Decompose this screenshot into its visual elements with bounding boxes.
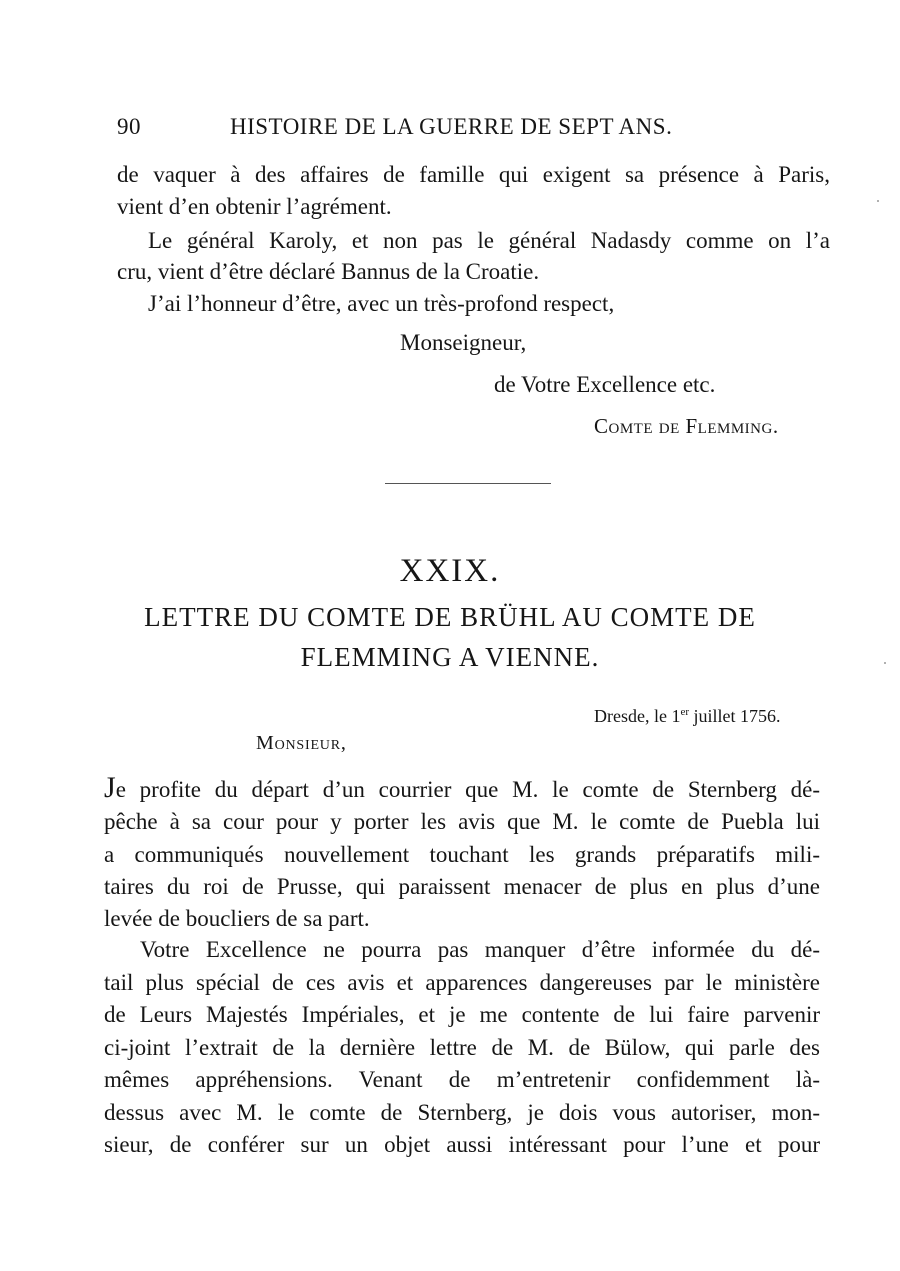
dateline-superscript: er <box>680 706 690 718</box>
dateline-place: Dresde, le 1 <box>594 706 681 726</box>
text-line: levée de boucliers de sa part. <box>104 906 370 931</box>
text-line-rest: e profite du départ d’un courrier que M. le comte de Sternberg dé- <box>115 777 820 802</box>
scan-speck <box>877 200 879 202</box>
text-line: vient d’en obtenir l’agrément. <box>117 194 392 219</box>
text-line: Votre Excellence ne pourra pas manquer d’être informée du dé- <box>140 937 820 962</box>
section-divider <box>385 483 551 484</box>
text-line: mêmes appréhensions. Venant de m’entretenir confidemment là- <box>104 1067 820 1092</box>
scan-speck <box>884 662 886 664</box>
text-line: taires du roi de Prusse, qui paraissent menacer de plus en plus d’une <box>104 874 820 899</box>
text-line: Le général Karoly, et non pas le général Nadasdy comme on l’a <box>148 228 830 253</box>
text-line <box>104 772 820 806</box>
text-line: de vaquer à des affaires de famille qui exigent sa présence à Paris, <box>117 162 830 187</box>
text-line: cru, vient d’être déclaré Bannus de la Croatie. <box>117 259 540 284</box>
initial-letter: J <box>104 771 116 804</box>
page-number: 90 <box>117 114 141 139</box>
text-line: sieur, de conférer sur un objet aussi intéressant pour l’une et pour <box>104 1132 820 1157</box>
closing-salutation: Monseigneur, <box>400 330 527 355</box>
text-line: pêche à sa cour pour y porter les avis que M. le comte de Puebla lui <box>104 809 820 834</box>
dateline <box>594 706 781 727</box>
signature: Comte de Flemming. <box>594 414 779 438</box>
salutation: Monsieur, <box>256 732 347 754</box>
text-line: J’ai l’honneur d’être, avec un très-profond respect, <box>148 291 615 316</box>
dateline-date: juillet 1756. <box>689 706 781 726</box>
text-line: tail plus spécial de ces avis et apparences dangereuses par le ministère <box>104 970 820 995</box>
letter-title-line-2: FLEMMING A VIENNE. <box>300 642 600 672</box>
text-line: dessus avec M. le comte de Sternberg, je dois vous autoriser, mon- <box>104 1100 820 1125</box>
closing-formula: de Votre Excellence etc. <box>494 372 716 397</box>
running-title: HISTOIRE DE LA GUERRE DE SEPT ANS. <box>230 114 673 139</box>
letter-number: XXIX. <box>399 553 501 589</box>
text-line: de Leurs Majestés Impériales, et je me contente de lui faire parvenir <box>104 1002 820 1027</box>
text-line: ci-joint l’extrait de la dernière lettre de M. de Bülow, qui parle des <box>104 1035 820 1060</box>
letter-title-line-1: LETTRE DU COMTE DE BRÜHL AU COMTE DE <box>144 602 756 632</box>
text-line: a communiqués nouvellement touchant les grands préparatifs mili- <box>104 842 820 867</box>
